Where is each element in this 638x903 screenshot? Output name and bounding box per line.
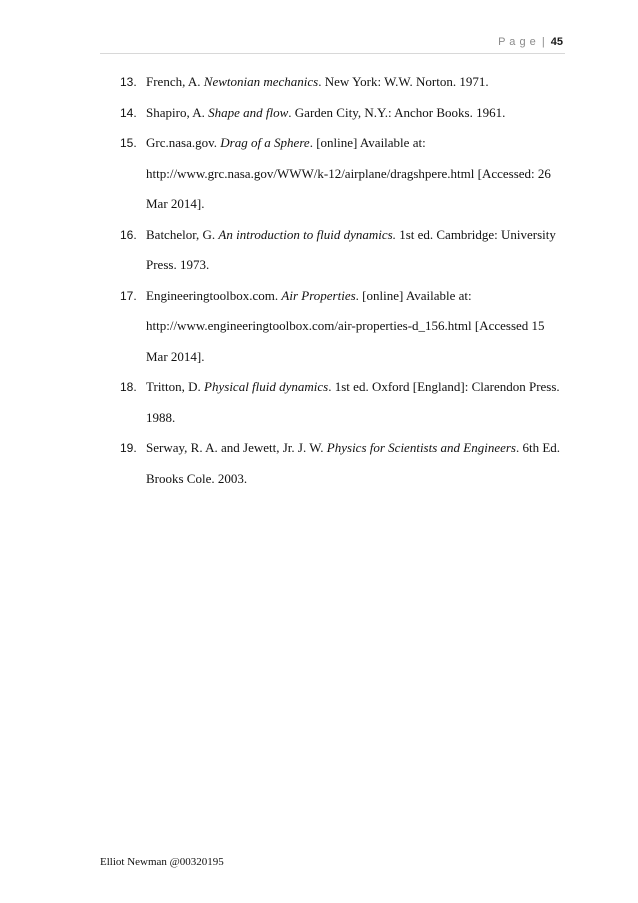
reference-number: 15. xyxy=(120,136,137,150)
reference-number: 16. xyxy=(120,227,137,242)
reference-segment: . New York: W.W. Norton. 1971. xyxy=(318,74,489,89)
footer-author: Elliot Newman @00320195 xyxy=(100,856,224,868)
reference-title: Shape and flow xyxy=(208,104,289,120)
reference-text xyxy=(146,128,565,220)
reference-title: Drag of a Sphere xyxy=(220,135,310,150)
reference-item xyxy=(120,433,565,494)
reference-item xyxy=(120,128,565,220)
reference-item xyxy=(120,281,565,373)
reference-segment: http://www.engineeringtoolbox.com/air-properties-d_156.html [Accessed 15 xyxy=(146,318,545,333)
reference-text xyxy=(146,67,565,98)
reference-item xyxy=(120,98,565,129)
reference-number: 17. xyxy=(120,288,137,303)
reference-title: Physics for Scientists and Engineers xyxy=(326,440,516,455)
reference-line xyxy=(146,98,565,129)
reference-text xyxy=(146,433,565,494)
reference-segment: 1st ed. Cambridge: University xyxy=(395,226,556,242)
reference-segment: . [online] Available at: xyxy=(309,135,426,150)
reference-title: Air Properties xyxy=(281,287,356,303)
reference-title: An introduction to fluid dynamics. xyxy=(218,226,396,242)
reference-segment: Mar 2014]. xyxy=(146,196,205,211)
reference-segment: Batchelor, G. xyxy=(146,226,219,242)
reference-segment: . Garden City, N.Y.: Anchor Books. 1961. xyxy=(288,104,506,120)
reference-line xyxy=(146,189,565,220)
reference-segment: 1988. xyxy=(146,409,176,425)
reference-segment: Grc.nasa.gov. xyxy=(146,135,221,150)
reference-title: Physical fluid dynamics xyxy=(204,379,329,394)
reference-segment: . [online] Available at: xyxy=(355,287,472,303)
reference-line xyxy=(146,372,565,403)
reference-segment: Shapiro, A. xyxy=(146,104,209,120)
reference-item xyxy=(120,67,565,98)
reference-segment: Engineeringtoolbox.com. xyxy=(146,287,282,303)
reference-number: 14. xyxy=(120,105,137,120)
reference-number: 19. xyxy=(120,441,137,455)
page-header xyxy=(498,36,563,48)
reference-text xyxy=(146,372,565,433)
reference-title: Newtonian mechanics xyxy=(203,74,319,89)
reference-segment: French, A. xyxy=(146,74,204,89)
reference-item xyxy=(120,372,565,433)
reference-number: 13. xyxy=(120,75,137,89)
reference-line xyxy=(146,433,565,464)
reference-text xyxy=(146,281,565,373)
reference-segment: Mar 2014]. xyxy=(146,348,205,364)
reference-list xyxy=(120,67,565,494)
reference-line xyxy=(146,311,565,342)
reference-segment: Press. 1973. xyxy=(146,257,210,272)
reference-line xyxy=(146,128,565,159)
reference-text xyxy=(146,98,565,129)
reference-segment: . 6th Ed. xyxy=(516,440,561,455)
reference-segment: Brooks Cole. 2003. xyxy=(146,470,248,486)
reference-segment: http://www.grc.nasa.gov/WWW/k-12/airplane/dragshpere.html [Accessed: 26 xyxy=(146,165,551,181)
reference-segment: Serway, R. A. and Jewett, Jr. J. W. xyxy=(146,440,327,455)
reference-line xyxy=(146,342,565,373)
reference-line xyxy=(146,159,565,190)
page-label: P a g e xyxy=(498,36,537,48)
reference-number: 18. xyxy=(120,380,137,394)
reference-line xyxy=(146,281,565,312)
reference-segment: . 1st ed. Oxford [England]: Clarendon Press. xyxy=(328,379,560,394)
reference-line xyxy=(146,67,565,98)
reference-segment: Tritton, D. xyxy=(146,379,205,394)
reference-item xyxy=(120,220,565,281)
reference-line xyxy=(146,464,565,495)
reference-line xyxy=(146,220,565,251)
reference-line xyxy=(146,250,565,281)
reference-line xyxy=(146,403,565,434)
header-divider xyxy=(100,53,565,54)
reference-text xyxy=(146,220,565,281)
page-number: 45 xyxy=(550,36,563,48)
page-separator: | xyxy=(541,36,546,48)
